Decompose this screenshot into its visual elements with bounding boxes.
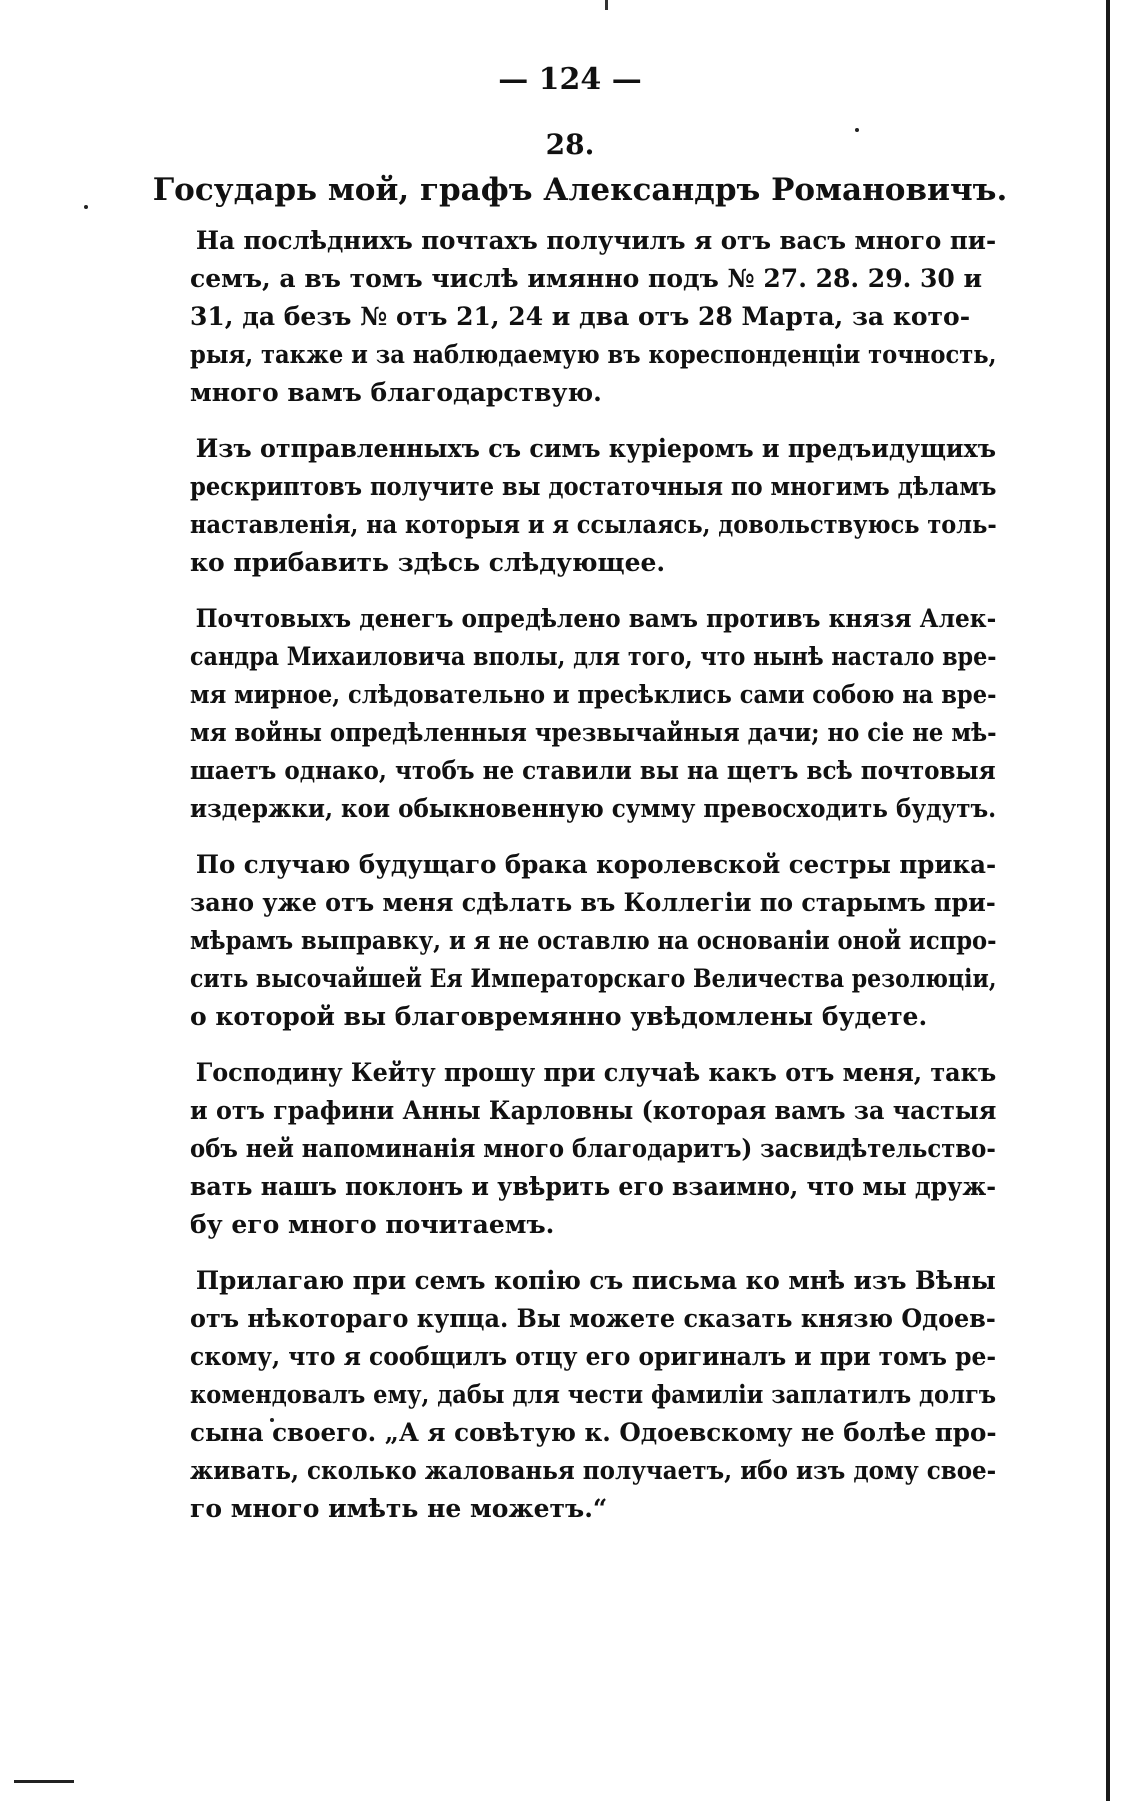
text-line: о которой вы благовремянно увѣдомлены будете. [190, 1002, 928, 1031]
text-line: издержки, кои обыкновенную сумму превосходить будутъ. [190, 794, 997, 823]
bottom-ink-mark [14, 1780, 74, 1783]
text-line: мѣрамъ выправку, и я не оставлю на основаніи оной испро- [190, 926, 997, 955]
letter-number: 28. [545, 128, 595, 161]
paragraph [190, 430, 996, 582]
text-line: семъ, а въ томъ числѣ имянно подъ № 27. 28. 29. 30 и [190, 264, 983, 293]
text-line: Прилагаю при семъ копію съ письма ко мнѣ изъ Вѣны [195, 1266, 996, 1295]
text-line: рыя, также и за наблюдаемую въ кореспонденціи точность, [190, 340, 997, 369]
text-line: По случаю будущаго брака королевской сестры прика- [195, 850, 997, 879]
letter-body [190, 222, 996, 1546]
text-line: скому, что я сообщилъ отцу его оригиналъ и при томъ ре- [190, 1342, 997, 1371]
text-line: Почтовыхъ денегъ опредѣлено вамъ противъ князя Алек- [195, 604, 997, 633]
text-line: сандра Михаиловича вполы, для того, что нынѣ настало вре- [190, 642, 997, 671]
text-line: объ ней напоминанія много благодаритъ) засвидѣтельство- [190, 1134, 996, 1163]
text-line: зано уже отъ меня сдѣлать въ Коллегіи по старымъ при- [190, 888, 996, 917]
text-line: комендовалъ ему, дабы для чести фамиліи заплатилъ долгъ [190, 1380, 997, 1409]
text-line: и отъ графини Анны Карловны (которая вамъ за частыя [190, 1096, 997, 1125]
paragraph [190, 600, 996, 828]
page-number: — 124 — [498, 62, 642, 97]
paragraph [190, 1262, 996, 1528]
text-line: шаетъ однако, чтобъ не ставили вы на щетъ всѣ почтовыя [190, 756, 996, 785]
text-line: ко прибавить здѣсь слѣдующее. [190, 548, 666, 577]
text-line: На послѣднихъ почтахъ получилъ я отъ васъ много пи- [195, 226, 997, 255]
top-ink-mark [605, 0, 608, 10]
page-edge-rule [1106, 0, 1110, 1801]
paragraph [190, 846, 996, 1036]
text-line: отъ нѣкотораго купца. Вы можете сказать князю Одоев- [190, 1304, 996, 1333]
text-line: рескриптовъ получите вы достаточныя по многимъ дѣламъ [190, 472, 997, 501]
paragraph [190, 1054, 996, 1244]
text-line: го много имѣть не можетъ.“ [190, 1494, 608, 1523]
text-line: 31, да безъ № отъ 21, 24 и два отъ 28 Марта, за кото- [190, 302, 971, 331]
salutation: Государь мой, графъ Александръ Романовичъ. [152, 172, 1008, 208]
text-line: много вамъ благодарствую. [190, 378, 602, 407]
text-line: живать, сколько жалованья получаетъ, ибо изъ дому свое- [190, 1456, 997, 1485]
text-line: сить высочайшей Ея Императорскаго Величества резолюціи, [190, 964, 997, 993]
text-line: вать нашъ поклонъ и увѣрить его взаимно, что мы друж- [190, 1172, 997, 1201]
paragraph [190, 222, 996, 412]
text-line: мя войны опредѣленныя чрезвычайныя дачи; но сіе не мѣ- [190, 718, 997, 747]
text-line: сына своего. „А я совѣтую к. Одоевскому не болѣе про- [190, 1418, 997, 1447]
text-line: Изъ отправленныхъ съ симъ куріеромъ и предъидущихъ [195, 434, 997, 463]
text-line: наставленія, на которыя и я ссылаясь, довольствуюсь толь- [190, 510, 997, 539]
text-line: Господину Кейту прошу при случаѣ какъ отъ меня, такъ [195, 1058, 997, 1087]
text-line: мя мирное, слѣдовательно и пресѣклись сами собою на вре- [190, 680, 997, 709]
text-line: бу его много почитаемъ. [190, 1210, 555, 1239]
